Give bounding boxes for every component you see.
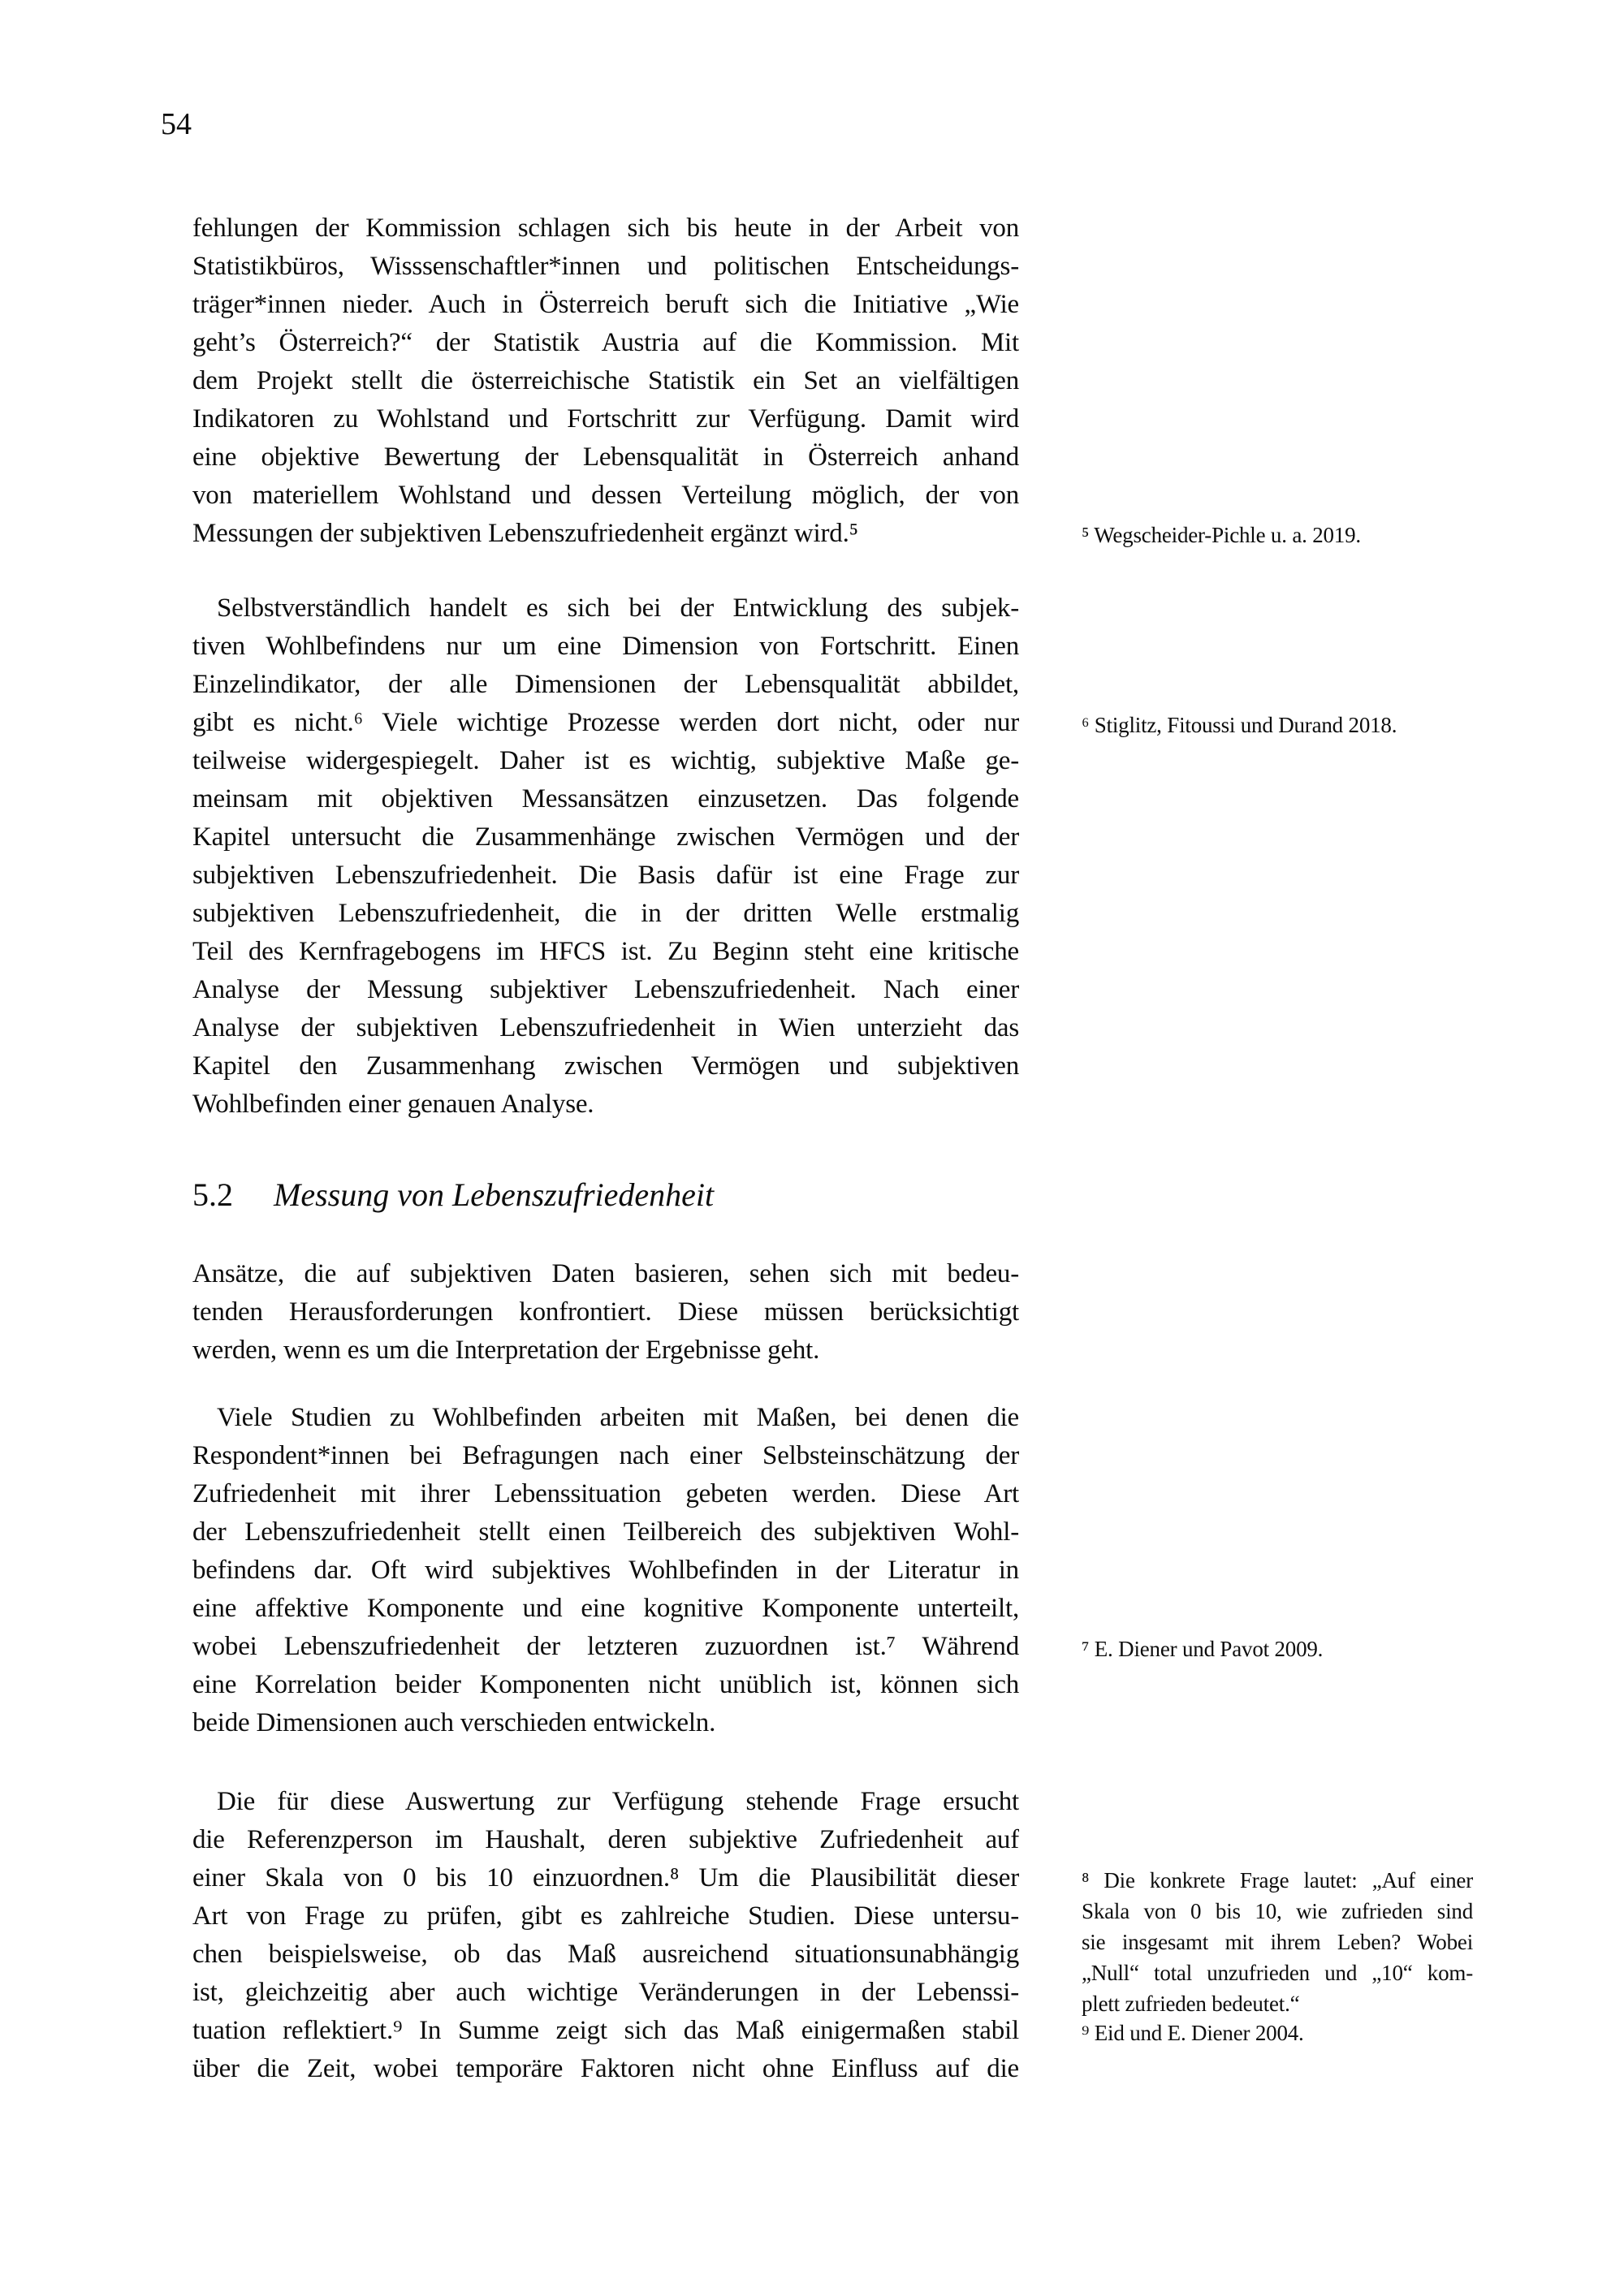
text-line: Analyse der subjektiven Lebenszufriedenheit in Wien unterzieht das — [192, 1013, 1019, 1042]
text-line: teilweise widergespiegelt. Daher ist es wichtig, subjektive Maße ge- — [192, 746, 1019, 775]
text-line: ⁵ Wegscheider-Pichle u. a. 2019. — [1082, 523, 1361, 547]
sidenote-column — [1082, 0, 1473, 2296]
text-line: tenden Herausforderungen konfrontiert. Diese müssen berücksichtigt — [192, 1297, 1019, 1327]
text-line: ⁹ Eid und E. Diener 2004. — [1082, 2021, 1304, 2045]
text-line: über die Zeit, wobei temporäre Faktoren nicht ohne Einfluss auf die — [192, 2054, 1019, 2083]
text-line: Wohlbefinden einer genauen Analyse. — [192, 1090, 594, 1119]
paragraph-3 — [192, 1255, 1019, 1370]
sidenote-9 — [1082, 2018, 1473, 2048]
section-title: Messung von Lebenszufriedenheit — [274, 1176, 715, 1213]
text-line: chen beispielsweise, ob das Maß ausreichend situationsunabhängig — [192, 1940, 1019, 1969]
text-line: fehlungen der Kommission schlagen sich bis heute in der Arbeit von — [192, 214, 1019, 243]
text-line: werden, wenn es um die Interpretation der Ergebnisse geht. — [192, 1336, 820, 1365]
text-line: subjektiven Lebenszufriedenheit, die in der dritten Welle erstmalig — [192, 899, 1019, 928]
text-line: geht’s Österreich?“ der Statistik Austria auf die Kommission. Mit — [192, 328, 1019, 357]
text-line: befindens dar. Oft wird subjektives Wohlbefinden in der Literatur in — [192, 1556, 1019, 1585]
text-line: beide Dimensionen auch verschieden entwickeln. — [192, 1708, 716, 1737]
text-line: von materiellem Wohlstand und dessen Verteilung möglich, der von — [192, 481, 1019, 510]
text-line: Ansätze, die auf subjektiven Daten basieren, sehen sich mit bedeu- — [192, 1259, 1019, 1288]
text-line: eine objektive Bewertung der Lebensqualität in Österreich anhand — [192, 442, 1019, 472]
text-line: Die für diese Auswertung zur Verfügung stehende Frage ersucht — [217, 1787, 1019, 1816]
text-line: träger*innen nieder. Auch in Österreich beruft sich die Initiative „Wie — [192, 290, 1019, 319]
text-line: die Referenzperson im Haushalt, deren subjektive Zufriedenheit auf — [192, 1825, 1019, 1854]
text-line: ⁷ E. Diener und Pavot 2009. — [1082, 1637, 1324, 1661]
text-line: dem Projekt stellt die österreichische Statistik ein Set an vielfältigen — [192, 366, 1019, 395]
text-line: Art von Frage zu prüfen, gibt es zahlreiche Studien. Diese untersu- — [192, 1901, 1019, 1931]
text-line: eine Korrelation beider Komponenten nicht unüblich ist, können sich — [192, 1670, 1019, 1699]
text-line: ist, gleichzeitig aber auch wichtige Veränderungen in der Lebenssi- — [192, 1978, 1019, 2007]
text-line: Analyse der Messung subjektiver Lebenszufriedenheit. Nach einer — [192, 975, 1019, 1004]
sidenote-7 — [1082, 1634, 1473, 1664]
text-line: Selbstverständlich handelt es sich bei der Entwicklung des subjek- — [217, 593, 1019, 623]
text-line: subjektiven Lebenszufriedenheit. Die Basis dafür ist eine Frage zur — [192, 861, 1019, 890]
text-line: eine affektive Komponente und eine kognitive Komponente unterteilt, — [192, 1594, 1019, 1623]
text-line: der Lebenszufriedenheit stellt einen Teilbereich des subjektiven Wohl- — [192, 1517, 1019, 1547]
text-line: wobei Lebenszufriedenheit der letzteren zuzuordnen ist.⁷ Während — [192, 1632, 1019, 1661]
text-line: Teil des Kernfragebogens im HFCS ist. Zu Beginn steht eine kritische — [192, 937, 1019, 966]
section-number: 5.2 — [192, 1176, 233, 1213]
paragraph-5 — [192, 1783, 1019, 2088]
text-line: Einzelindikator, der alle Dimensionen der Lebensqualität abbildet, — [192, 670, 1019, 699]
text-line: plett zufrieden bedeutet.“ — [1082, 1992, 1300, 2016]
text-line: ⁶ Stiglitz, Fitoussi und Durand 2018. — [1082, 713, 1397, 737]
text-line: gibt es nicht.⁶ Viele wichtige Prozesse werden dort nicht, oder nur — [192, 708, 1019, 737]
text-line: meinsam mit objektiven Messansätzen einzusetzen. Das folgende — [192, 784, 1019, 814]
section-heading — [192, 1176, 1019, 1214]
text-line: tiven Wohlbefindens nur um eine Dimension von Fortschritt. Einen — [192, 632, 1019, 661]
sidenote-5 — [1082, 520, 1473, 550]
page-number: 54 — [161, 107, 192, 141]
text-line: „Null“ total unzufrieden und „10“ kom- — [1082, 1961, 1473, 1985]
paragraph-1 — [192, 209, 1019, 553]
text-line: tuation reflektiert.⁹ In Summe zeigt sich das Maß einigermaßen stabil — [192, 2016, 1019, 2045]
text-line: Statistikbüros, Wisssenschaftler*innen und politischen Entscheidungs- — [192, 252, 1019, 281]
paragraph-4 — [192, 1399, 1019, 1742]
paragraph-2 — [192, 589, 1019, 1124]
text-line: Indikatoren zu Wohlstand und Fortschritt zur Verfügung. Damit wird — [192, 404, 1019, 434]
text-line: Kapitel untersucht die Zusammenhänge zwischen Vermögen und der — [192, 822, 1019, 852]
text-line: Viele Studien zu Wohlbefinden arbeiten mit Maßen, bei denen die — [217, 1403, 1019, 1432]
sidenote-8 — [1082, 1865, 1473, 2019]
main-text-column — [192, 0, 1019, 2296]
sidenote-6 — [1082, 710, 1473, 740]
text-line: Skala von 0 bis 10, wie zufrieden sind — [1082, 1899, 1473, 1923]
text-line: sie insgesamt mit ihrem Leben? Wobei — [1082, 1930, 1473, 1954]
text-line: ⁸ Die konkrete Frage lautet: „Auf einer — [1082, 1868, 1473, 1892]
text-line: Zufriedenheit mit ihrer Lebenssituation gebeten werden. Diese Art — [192, 1479, 1019, 1508]
text-line: Respondent*innen bei Befragungen nach einer Selbsteinschätzung der — [192, 1441, 1019, 1470]
text-line: einer Skala von 0 bis 10 einzuordnen.⁸ Um die Plausibilität dieser — [192, 1863, 1019, 1892]
text-line: Kapitel den Zusammenhang zwischen Vermögen und subjektiven — [192, 1051, 1019, 1081]
text-line: Messungen der subjektiven Lebenszufriedenheit ergänzt wird.⁵ — [192, 519, 858, 548]
